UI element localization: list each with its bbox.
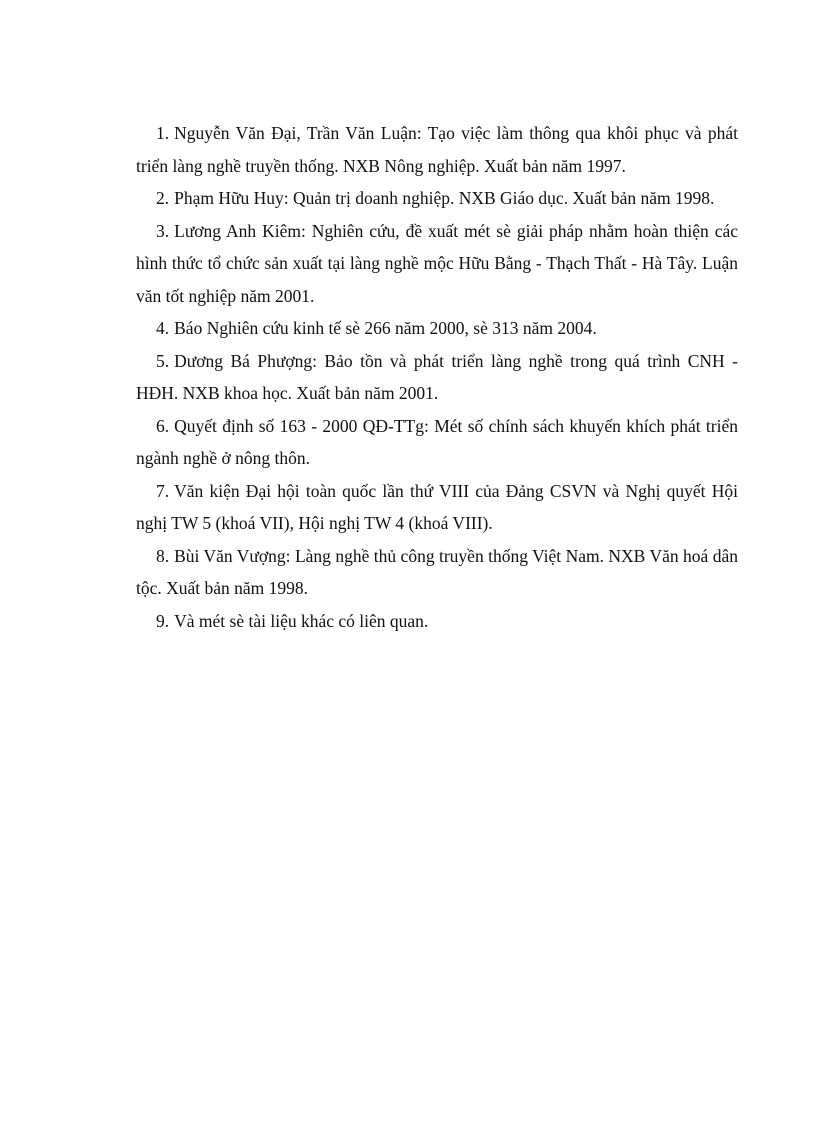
reference-item [136, 215, 738, 313]
reference-number: 9. [156, 610, 170, 631]
reference-item [136, 117, 738, 182]
reference-text: Và mét sè tài liệu khác có liên quan. [174, 610, 429, 631]
reference-item [136, 182, 738, 215]
reference-item [136, 475, 738, 540]
reference-number: 2. [156, 188, 170, 208]
reference-text: Quyết định số 163 - 2000 QĐ-TTg: Mét số chính sách khuyến khích phát triển ngành nghề ở nông thôn. [136, 415, 738, 468]
reference-number: 8. [156, 545, 170, 566]
reference-item [136, 312, 738, 345]
reference-number: 1. [156, 123, 170, 143]
reference-item [136, 345, 738, 410]
reference-item [136, 605, 738, 638]
reference-text: Nguyễn Văn Đại, Trần Văn Luận: Tạo việc làm thông qua khôi phục và phát triển làng nghề truyền thống. NXB Nông nghiệp. Xuất bản năm 1997. [136, 123, 738, 176]
reference-text: Bùi Văn Vượng: Làng nghề thủ công truyền thống Việt Nam. NXB Văn hoá dân tộc. Xuất bản năm 1998. [136, 545, 738, 598]
reference-text: Phạm Hữu Huy: Quản trị doanh nghiệp. NXB Giáo dục. Xuất bản năm 1998. [174, 188, 715, 208]
reference-number: 5. [156, 350, 170, 371]
reference-text: Lương Anh Kiêm: Nghiên cứu, đề xuất mét sè giải pháp nhằm hoàn thiện các hình thức tổ chức sản xuất tại làng nghề mộc Hữu Bằng - Thạch Thất - Hà Tây. Luận văn tốt nghiệp năm 2001. [136, 220, 738, 306]
reference-item [136, 540, 738, 605]
reference-number: 6. [156, 415, 170, 436]
reference-number: 4. [156, 318, 170, 338]
reference-number: 7. [156, 480, 170, 501]
reference-text: Văn kiện Đại hội toàn quốc lần thứ VIII của Đảng CSVN và Nghị quyết Hội nghị TW 5 (khoá VII), Hội nghị TW 4 (khoá VIII). [136, 480, 738, 533]
reference-number: 3. [156, 220, 170, 241]
reference-item [136, 410, 738, 475]
reference-text: Báo Nghiên cứu kinh tế sè 266 năm 2000, sè 313 năm 2004. [174, 318, 597, 338]
reference-text: Dương Bá Phượng: Bảo tồn và phát triển làng nghề trong quá trình CNH - HĐH. NXB khoa học. Xuất bản năm 2001. [136, 350, 738, 403]
reference-list [136, 117, 738, 637]
